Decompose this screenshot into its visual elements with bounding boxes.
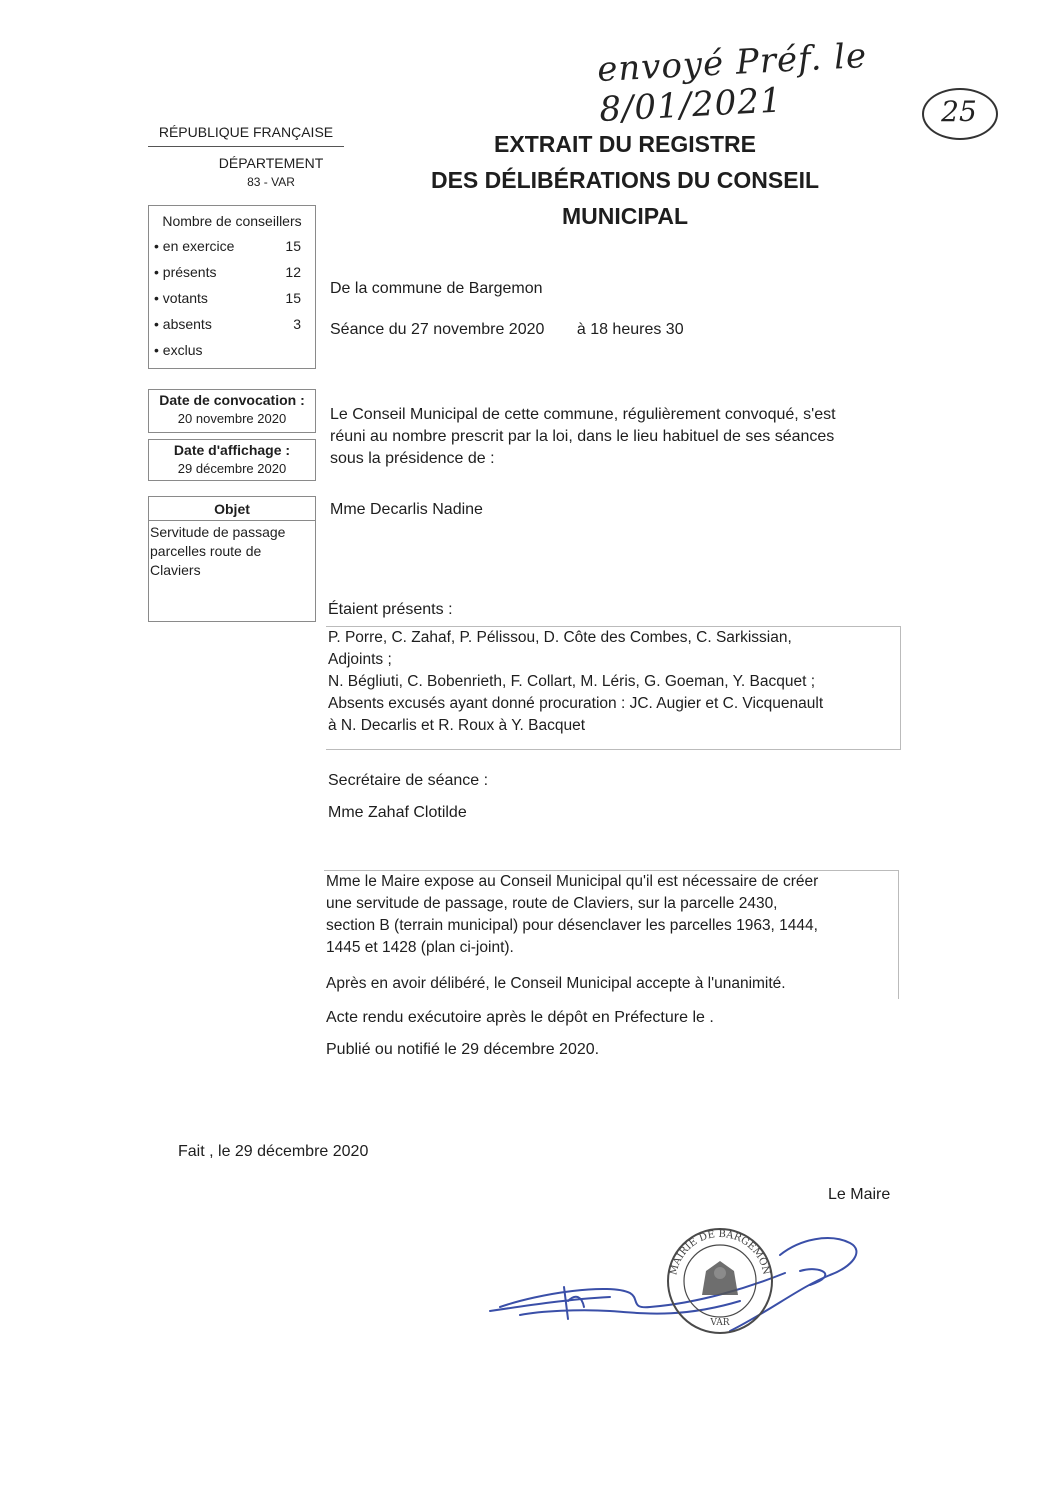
presents-line: Absents excusés ayant donné procuration : JC. Augier et C. Vicquenault xyxy=(328,695,824,712)
presents-heading: Étaient présents : xyxy=(328,601,453,618)
conseillers-row-label: • en exercice xyxy=(154,238,235,254)
secretaire-name: Mme Zahaf Clotilde xyxy=(328,804,467,821)
svg-text:MAIRIE DE BARGEMON: MAIRIE DE BARGEMON xyxy=(668,1228,772,1277)
signatory-label: Le Maire xyxy=(828,1186,891,1203)
expose-decision: Après en avoir délibéré, le Conseil Municipal accepte à l'unanimité. xyxy=(326,975,786,992)
title-line-2: DES DÉLIBÉRATIONS DU CONSEIL xyxy=(430,167,820,193)
presents-line: N. Bégliuti, C. Bobenrieth, F. Collart, M. Léris, G. Goeman, Y. Bacquet ; xyxy=(328,673,816,690)
conseillers-row xyxy=(149,337,315,363)
presents-box xyxy=(326,626,901,750)
acte-line: Acte rendu exécutoire après le dépôt en Préfecture le . xyxy=(326,1009,714,1026)
departement-value: 83 - VAR xyxy=(247,175,295,189)
seance-time: à 18 heures 30 xyxy=(576,321,684,338)
president-name: Mme Decarlis Nadine xyxy=(330,501,483,518)
handwritten-note: envoyé Préf. le 8/01/2021 xyxy=(596,35,869,130)
objet-box xyxy=(148,496,316,622)
convocation-label: Date de convocation : xyxy=(159,392,305,408)
affichage-date: 29 décembre 2020 xyxy=(177,461,287,476)
expose-line: 1445 et 1428 (plan ci-joint). xyxy=(326,939,514,956)
expose-line: section B (terrain municipal) pour désenclaver les parcelles 1963, 1444, xyxy=(326,917,818,934)
mairie-stamp xyxy=(668,1229,772,1333)
signature-and-stamp xyxy=(480,1215,880,1345)
title-line-3: MUNICIPAL xyxy=(561,203,689,229)
conseillers-row-label: • présents xyxy=(154,264,217,280)
conseillers-row-value: 15 xyxy=(285,290,301,306)
intro-line: Le Conseil Municipal de cette commune, régulièrement convoqué, s'est xyxy=(330,406,836,423)
objet-line: Servitude de passage xyxy=(150,524,286,540)
objet-line: parcelles route de xyxy=(150,543,262,559)
objet-label: Objet xyxy=(214,501,250,517)
document-title xyxy=(390,126,860,234)
intro-line: réuni au nombre prescrit par la loi, dans le lieu habituel de ses séances xyxy=(330,428,835,445)
conseillers-row xyxy=(149,259,315,285)
conseillers-row-label: • absents xyxy=(154,316,212,332)
conseillers-rows xyxy=(149,233,315,363)
commune-line: De la commune de Bargemon xyxy=(330,280,543,297)
seance-line xyxy=(330,319,684,341)
conseillers-heading: Nombre de conseillers xyxy=(162,213,302,229)
conseillers-row-value: 12 xyxy=(285,264,301,280)
publie-line: Publié ou notifié le 29 décembre 2020. xyxy=(326,1041,600,1058)
expose-box xyxy=(324,870,899,999)
conseillers-row-value: 3 xyxy=(293,316,301,332)
title-line-1: EXTRAIT DU REGISTRE xyxy=(494,131,756,157)
conseillers-row-label: • exclus xyxy=(154,342,203,358)
conseillers-box xyxy=(148,205,316,369)
convocation-box xyxy=(148,389,316,433)
conseillers-row-value: 15 xyxy=(285,238,301,254)
convocation-date: 20 novembre 2020 xyxy=(177,411,287,426)
republique-label: RÉPUBLIQUE FRANÇAISE xyxy=(148,124,344,147)
intro-paragraph xyxy=(330,404,890,470)
conseillers-row xyxy=(149,233,315,259)
expose-line: une servitude de passage, route de Claviers, sur la parcelle 2430, xyxy=(326,895,778,912)
intro-line: sous la présidence de : xyxy=(330,450,495,467)
departement-label: DÉPARTEMENT xyxy=(218,155,324,171)
conseillers-row xyxy=(149,311,315,337)
expose-line: Mme le Maire expose au Conseil Municipal qu'il est nécessaire de créer xyxy=(326,873,819,890)
secretaire-label: Secrétaire de séance : xyxy=(328,772,489,789)
affichage-label: Date d'affichage : xyxy=(173,442,291,458)
presents-line: Adjoints ; xyxy=(328,651,392,668)
conseillers-row xyxy=(149,285,315,311)
handwritten-number: 25 xyxy=(941,95,977,128)
seance-date: Séance du 27 novembre 2020 xyxy=(330,321,545,338)
left-header xyxy=(148,124,344,189)
svg-text:VAR: VAR xyxy=(710,1318,730,1328)
presents-line: P. Porre, C. Zahaf, P. Pélissou, D. Côte des Combes, C. Sarkissian, xyxy=(328,629,792,646)
presents-line: à N. Decarlis et R. Roux à Y. Bacquet xyxy=(328,717,586,734)
objet-line: Claviers xyxy=(150,562,201,578)
fait-line: Fait , le 29 décembre 2020 xyxy=(178,1143,369,1160)
affichage-box xyxy=(148,439,316,481)
conseillers-row-label: • votants xyxy=(154,290,208,306)
signature xyxy=(490,1238,856,1331)
